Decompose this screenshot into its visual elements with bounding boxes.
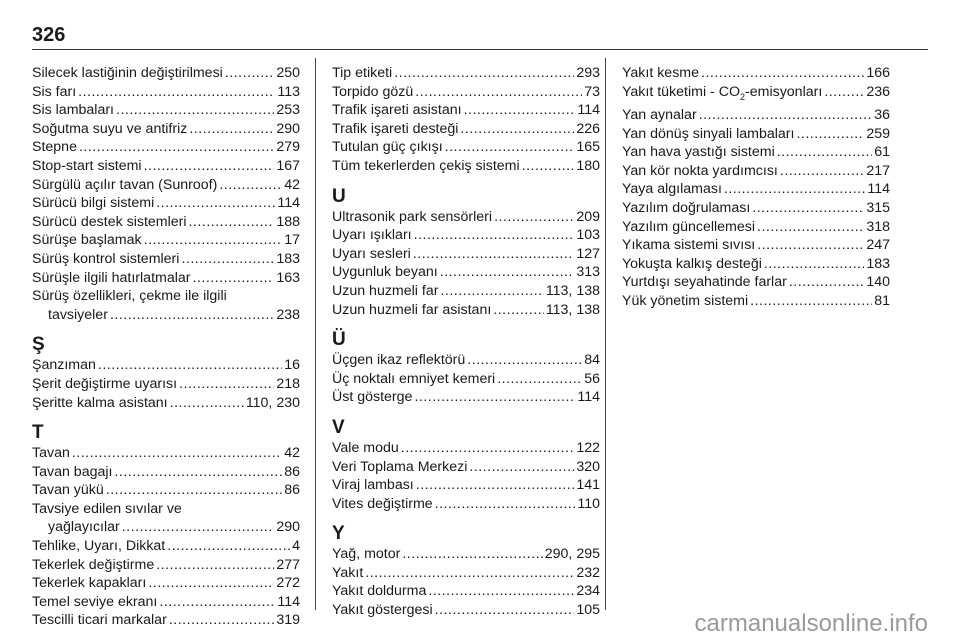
index-entry: Vale modu ..... 122 bbox=[332, 439, 600, 458]
page-number: 326 bbox=[32, 24, 66, 46]
index-column-2 bbox=[332, 64, 600, 620]
index-entry: Tekerlek kapakları ..... 272 bbox=[32, 574, 300, 593]
index-entry: Yakıt ..... 232 bbox=[332, 564, 600, 583]
index-column-1 bbox=[32, 64, 300, 630]
index-entry: Tehlike, Uyarı, Dikkat ..... 4 bbox=[32, 537, 300, 556]
index-entry: Yan dönüş sinyali lambaları ..... 259 bbox=[622, 125, 890, 144]
index-entry: Uzun huzmeli far ..... 113, 138 bbox=[332, 282, 600, 301]
index-entry: Silecek lastiğinin değiştirilmesi ..... 250 bbox=[32, 64, 300, 83]
section-letter: T bbox=[32, 422, 44, 444]
index-entry: Tekerlek değiştirme ..... 277 bbox=[32, 556, 300, 575]
watermark: carmanualsonline.info bbox=[694, 610, 928, 637]
column-divider bbox=[315, 58, 316, 610]
index-entry: Tüm tekerlerden çekiş sistemi ..... 180 bbox=[332, 157, 600, 176]
index-entry: Yan kör nokta yardımcısı ..... 217 bbox=[622, 162, 890, 181]
index-entry: Tavan bagajı ..... 86 bbox=[32, 463, 300, 482]
index-entry: Yakıt tüketimi - $CO_2$-emisyonları ..... 236 bbox=[622, 83, 890, 106]
index-entry: Üç noktalı emniyet kemeri ..... 56 bbox=[332, 370, 600, 389]
section-letter: V bbox=[332, 416, 345, 438]
index-entry: Sürüşle ilgili hatırlatmalar ..... 163 bbox=[32, 269, 300, 288]
index-entry: Yan aynalar ..... 36 bbox=[622, 106, 890, 125]
index-entry: Sürücü destek sistemleri ..... 188 bbox=[32, 213, 300, 232]
index-entry: Sürüş kontrol sistemleri ..... 183 bbox=[32, 250, 300, 269]
index-entry: Yıkama sistemi sıvısı ..... 247 bbox=[622, 236, 890, 255]
index-entry: Yük yönetim sistemi ..... 81 bbox=[622, 292, 890, 311]
index-entry: Vites değiştirme ..... 110 bbox=[332, 495, 600, 514]
index-entry: Temel seviye ekranı ..... 114 bbox=[32, 593, 300, 612]
index-entry: Tavan yükü ..... 86 bbox=[32, 481, 300, 500]
section-letter: Y bbox=[332, 523, 345, 545]
index-entry: Stepne ..... 279 bbox=[32, 138, 300, 157]
index-entry: Veri Toplama Merkezi ..... 320 bbox=[332, 458, 600, 477]
index-entry: Viraj lambası ..... 141 bbox=[332, 476, 600, 495]
index-entry: Soğutma suyu ve antifriz ..... 290 bbox=[32, 120, 300, 139]
index-entry: Sürücü bilgi sistemi ..... 114 bbox=[32, 194, 300, 213]
index-entry: Sürüşe başlamak ..... 17 bbox=[32, 231, 300, 250]
index-entry: Şeritte kalma asistanı ..... 110, 230 bbox=[32, 394, 300, 413]
index-entry: Stop-start sistemi ..... 167 bbox=[32, 157, 300, 176]
section-letter: Ü bbox=[332, 329, 346, 351]
index-entry: Yağ, motor ..... 290, 295 bbox=[332, 545, 600, 564]
column-divider bbox=[605, 58, 606, 610]
index-entry: Torpido gözü ..... 73 bbox=[332, 83, 600, 102]
index-entry: Yokuşta kalkış desteği ..... 183 bbox=[622, 255, 890, 274]
index-entry: Ultrasonik park sensörleri ..... 209 bbox=[332, 208, 600, 227]
header-rule bbox=[32, 49, 928, 50]
section-letter: U bbox=[332, 185, 346, 207]
index-entry: Tavsiye edilen sıvılar ve yağlayıcılar ..... 290 bbox=[32, 500, 300, 537]
index-entry: Yakıt göstergesi ..... 105 bbox=[332, 601, 600, 620]
index-column-3 bbox=[622, 64, 890, 311]
index-entry: Uyarı ışıkları ..... 103 bbox=[332, 226, 600, 245]
index-entry: Yan hava yastığı sistemi ..... 61 bbox=[622, 143, 890, 162]
section-letter: Ş bbox=[32, 334, 45, 356]
index-entry: Yazılım güncellemesi ..... 318 bbox=[622, 218, 890, 237]
index-entry: Trafik işareti asistanı ..... 114 bbox=[332, 101, 600, 120]
index-entry: Üçgen ikaz reflektörü ..... 84 bbox=[332, 351, 600, 370]
index-entry: Tavan ..... 42 bbox=[32, 444, 300, 463]
index-entry: Yazılım doğrulaması ..... 315 bbox=[622, 199, 890, 218]
index-entry: Uygunluk beyanı ..... 313 bbox=[332, 263, 600, 282]
index-entry: Sürgülü açılır tavan (Sunroof) ..... 42 bbox=[32, 176, 300, 195]
index-entry: Yakıt doldurma ..... 234 bbox=[332, 582, 600, 601]
index-entry: Yakıt kesme ..... 166 bbox=[622, 64, 890, 83]
index-entry: Trafik işareti desteği ..... 226 bbox=[332, 120, 600, 139]
index-entry: Şanzıman ..... 16 bbox=[32, 356, 300, 375]
index-entry: Uzun huzmeli far asistanı ..... 113, 138 bbox=[332, 301, 600, 320]
index-entry: Uyarı sesleri ..... 127 bbox=[332, 245, 600, 264]
index-entry: Tescilli ticari markalar ..... 319 bbox=[32, 611, 300, 630]
index-entry: Üst gösterge ..... 114 bbox=[332, 388, 600, 407]
index-entry: Tip etiketi ..... 293 bbox=[332, 64, 600, 83]
index-entry: Tutulan güç çıkışı ..... 165 bbox=[332, 138, 600, 157]
index-entry: Sis farı ..... 113 bbox=[32, 83, 300, 102]
index-entry: Sürüş özellikleri, çekme ile ilgili tavsiyeler ..... 238 bbox=[32, 287, 300, 324]
index-entry: Yurtdışı seyahatinde farlar ..... 140 bbox=[622, 273, 890, 292]
index-entry: Yaya algılaması ..... 114 bbox=[622, 180, 890, 199]
index-entry: Şerit değiştirme uyarısı ..... 218 bbox=[32, 375, 300, 394]
index-entry: Sis lambaları ..... 253 bbox=[32, 101, 300, 120]
